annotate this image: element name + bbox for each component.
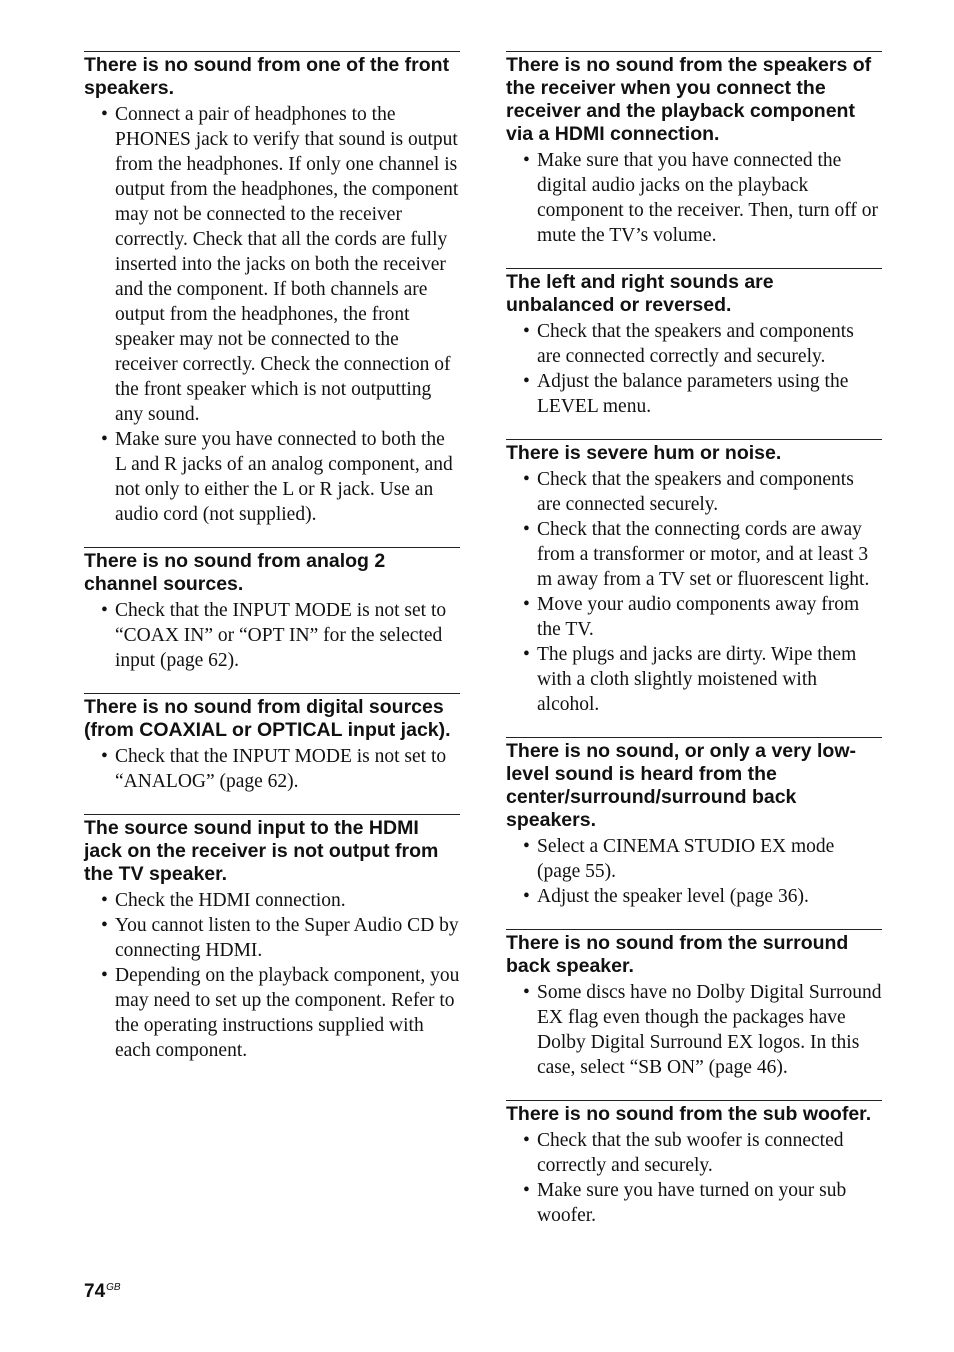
troubleshooting-section (506, 268, 882, 419)
section-heading: There is no sound, or only a very low-level sound is heard from the center/surround/surround back speakers. (506, 740, 856, 831)
troubleshooting-section (506, 929, 882, 1080)
bullet-list (506, 980, 882, 1080)
section-heading: The source sound input to the HDMI jack on the receiver is not output from the TV speaker. (84, 817, 439, 885)
troubleshooting-section (506, 439, 882, 717)
section-heading: There is no sound from analog 2 channel sources. (84, 550, 386, 595)
bullet-item: • Check that the INPUT MODE is not set to “ANALOG” (page 62). (115, 744, 460, 794)
bullet-item: • The plugs and jacks are dirty. Wipe them with a cloth slightly moistened with alcohol. (537, 642, 882, 717)
bullet-list (84, 888, 460, 1063)
troubleshooting-section (506, 737, 882, 909)
section-heading: There is no sound from the sub woofer. (506, 1103, 872, 1125)
troubleshooting-section (84, 693, 460, 794)
bullet-item: • Make sure you have connected to both the L and R jacks of an analog component, and not only to either the L or R jack. Use an audio cord (not supplied). (115, 427, 460, 527)
bullet-item: • Check that the connecting cords are away from a transformer or motor, and at least 3 m away from a TV set or fluorescent light. (537, 517, 882, 592)
bullet-item: • Adjust the balance parameters using the LEVEL menu. (537, 369, 882, 419)
bullet-item: • Check that the sub woofer is connected correctly and securely. (537, 1128, 882, 1178)
section-heading: There is severe hum or noise. (506, 442, 782, 464)
bullet-item: • Connect a pair of headphones to the PHONES jack to verify that sound is output from the headphones. If only one channel is output from the headphones, the component may not be connected to the receiver correctly. Check that all the cords are fully inserted into the jacks on both the receiver and the component. If both channels are output from the headphones, the front speaker may not be connected to the receiver correctly. Check the connection of the front speaker which is not outputting any sound. (115, 102, 460, 427)
bullet-list (506, 467, 882, 717)
bullet-list (84, 598, 460, 673)
page-number (84, 1281, 121, 1303)
left-column (84, 51, 460, 1083)
bullet-list (84, 744, 460, 794)
bullet-item: • Depending on the playback component, you may need to set up the component. Refer to the operating instructions supplied with each component. (115, 963, 460, 1063)
bullet-item: • Make sure that you have connected the digital audio jacks on the playback component to the receiver. Then, turn off or mute the TV’s volume. (537, 148, 882, 248)
bullet-list (506, 1128, 882, 1228)
section-heading: There is no sound from the speakers of the receiver when you connect the receiver and the playback component via a HDMI connection. (506, 54, 872, 145)
section-heading: There is no sound from the surround back speaker. (506, 932, 849, 977)
troubleshooting-section (84, 51, 460, 527)
bullet-item: • Some discs have no Dolby Digital Surround EX flag even though the packages have Dolby Digital Surround EX logos. In this case, select “SB ON” (page 46). (537, 980, 882, 1080)
page-number-value: 74 (84, 1281, 106, 1302)
bullet-list (84, 102, 460, 527)
bullet-list (506, 148, 882, 248)
bullet-item: • Move your audio components away from the TV. (537, 592, 882, 642)
bullet-item: • Check that the speakers and components are connected securely. (537, 467, 882, 517)
bullet-item: • Check that the speakers and components are connected correctly and securely. (537, 319, 882, 369)
bullet-item: • Check that the INPUT MODE is not set to “COAX IN” or “OPT IN” for the selected input (page 62). (115, 598, 460, 673)
section-heading: The left and right sounds are unbalanced or reversed. (506, 271, 774, 316)
right-column (506, 51, 882, 1248)
troubleshooting-section (84, 814, 460, 1063)
bullet-item: • Check the HDMI connection. (115, 888, 460, 913)
page-region: GB (106, 1282, 121, 1293)
section-heading: There is no sound from digital sources (from COAXIAL or OPTICAL input jack). (84, 696, 451, 741)
bullet-item: • Adjust the speaker level (page 36). (537, 884, 882, 909)
bullet-list (506, 319, 882, 419)
bullet-item: • Select a CINEMA STUDIO EX mode (page 55). (537, 834, 882, 884)
section-heading: There is no sound from one of the front speakers. (84, 54, 450, 99)
troubleshooting-section (506, 1100, 882, 1228)
troubleshooting-section (506, 51, 882, 248)
bullet-list (506, 834, 882, 909)
bullet-item: • Make sure you have turned on your sub woofer. (537, 1178, 882, 1228)
bullet-item: • You cannot listen to the Super Audio CD by connecting HDMI. (115, 913, 460, 963)
troubleshooting-section (84, 547, 460, 673)
